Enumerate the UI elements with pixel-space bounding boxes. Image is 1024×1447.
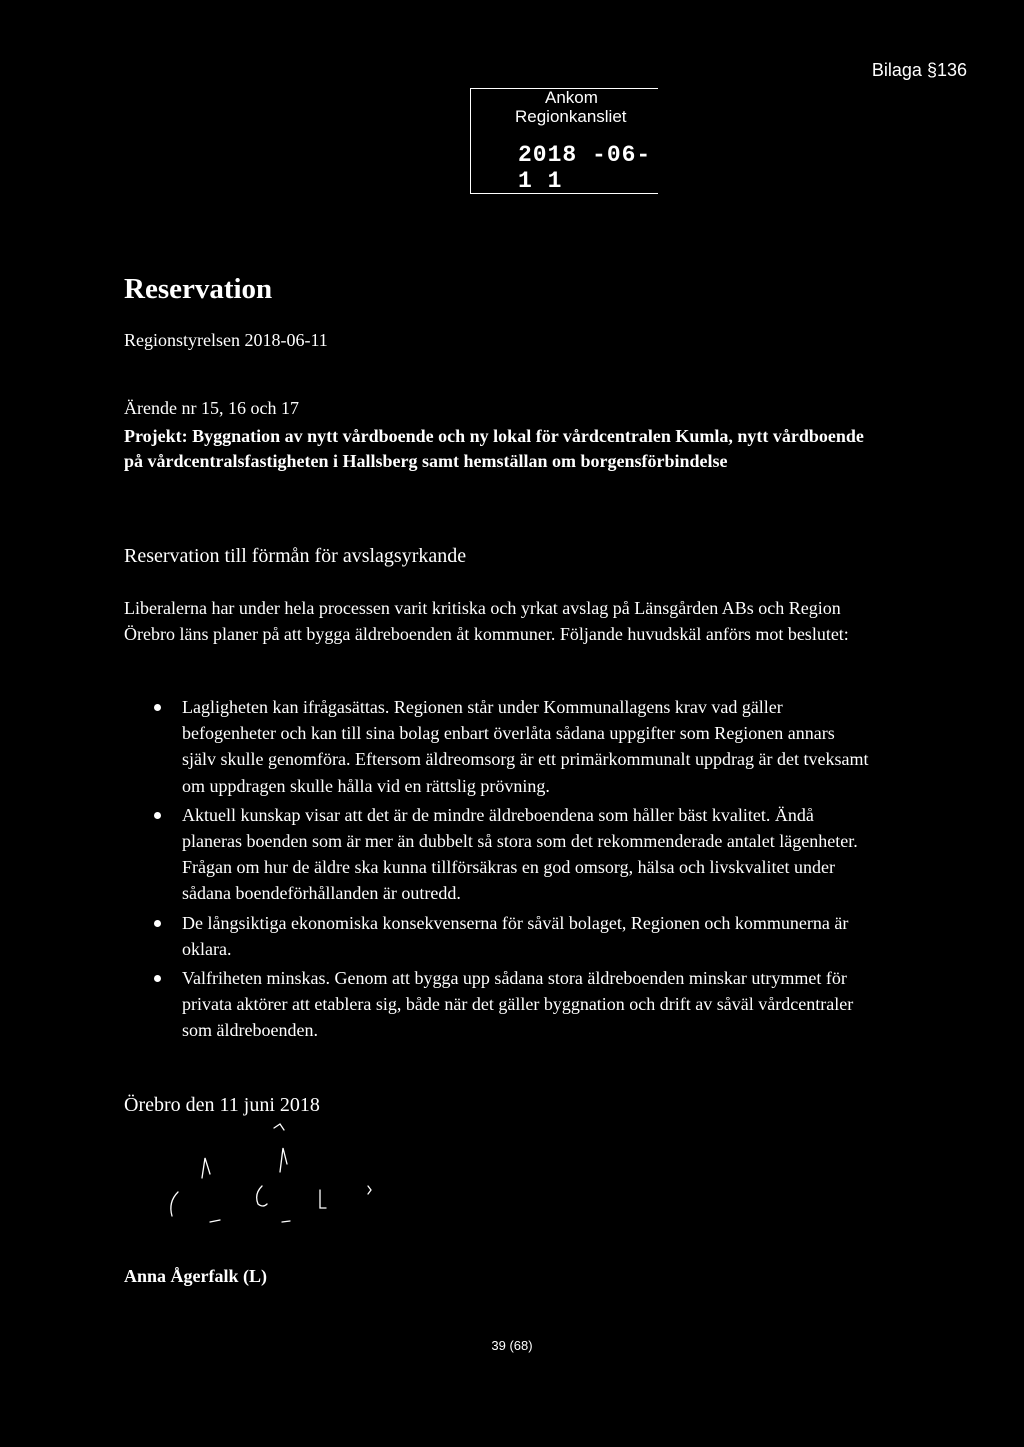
bullet-icon bbox=[154, 812, 161, 819]
list-item bbox=[150, 965, 870, 1044]
bullet-icon bbox=[154, 704, 161, 711]
stamp-date: 2018 -06- 1 1 bbox=[518, 142, 652, 194]
intro-paragraph: Liberalerna har under hela processen varit kritiska och yrkat avslag på Länsgården ABs och Region Örebro läns planer på att bygga äldreboenden åt kommuner. Följande huvudskäl anförs mot beslutet: bbox=[124, 598, 849, 644]
bullet-icon bbox=[154, 920, 161, 927]
list-item-text: Lagligheten kan ifrågasättas. Regionen står under Kommunallagens krav vad gäller befogenheter och kan till sina bolag enbart överlåta sådana uppgifter som Regionen annars själv skulle genomföra. Eftersom äldreomsorg är ett primärkommunalt uppdrag är det tveksamt om uppdragen skulle hålla vid en rättslig prövning. bbox=[182, 697, 869, 796]
project-title: Projekt: Byggnation av nytt vårdboende och ny lokal för vårdcentralen Kumla, nytt vårdboende på vårdcentralsfastigheten i Hallsberg samt hemställan om borgensförbindelse bbox=[124, 426, 864, 471]
list-item-text: Aktuell kunskap visar att det är de mindre äldreboendena som håller bäst kvalitet. Ändå planeras boenden som är mer än dubbelt så stora som det rekommenderade antalet lägenheter. Frågan om hur de äldre ska kunna tillförsäkras en god omsorg, hälsa och livskvalitet under sådana boendeförhållanden är outredd. bbox=[182, 804, 858, 904]
place-and-date: Örebro den 11 juni 2018 bbox=[124, 1094, 320, 1116]
annex-label: Bilaga §136 bbox=[871, 60, 967, 80]
document-title: Reservation bbox=[124, 273, 273, 305]
list-item-text: De långsiktiga ekonomiska konsekvenserna för såväl bolaget, Regionen och kommunerna är oklara. bbox=[182, 912, 849, 959]
signer-name: Anna Ågerfalk (L) bbox=[124, 1266, 267, 1286]
list-item bbox=[150, 802, 870, 907]
list-item-text: Valfriheten minskas. Genom att bygga upp sådana stora äldreboenden minskar utrymmet för privata aktörer att etablera sig, både när det gäller byggnation och drift av såväl vårdcentraler som äldreboenden. bbox=[182, 968, 854, 1041]
page-number: 39 (68) bbox=[491, 1338, 533, 1353]
case-numbers: Ärende nr 15, 16 och 17 bbox=[124, 398, 299, 418]
list-item bbox=[150, 694, 870, 799]
stamp-office-label: Regionkansliet bbox=[515, 107, 627, 126]
stamp-received-label: Ankom bbox=[545, 88, 598, 107]
stamp-border-left bbox=[470, 88, 471, 194]
bullet-icon bbox=[154, 975, 161, 982]
received-stamp bbox=[470, 88, 658, 194]
reasons-list bbox=[150, 694, 870, 1047]
section-heading: Reservation till förmån för avslagsyrkande bbox=[124, 545, 467, 567]
handwritten-signature bbox=[150, 1120, 390, 1230]
list-item bbox=[150, 910, 870, 962]
meeting-reference: Regionstyrelsen 2018-06-11 bbox=[124, 330, 328, 350]
